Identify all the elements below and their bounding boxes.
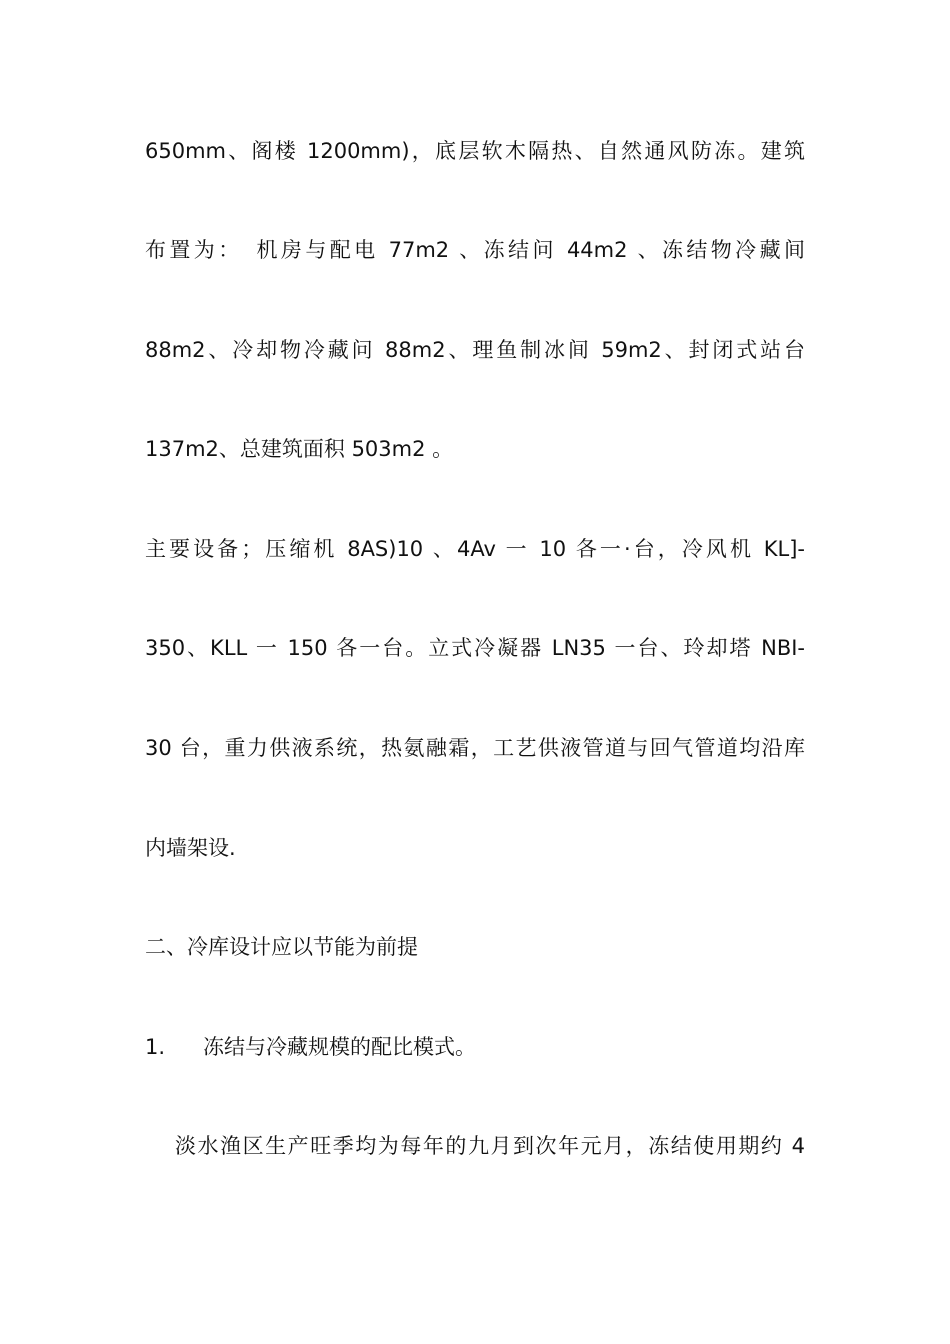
paragraph-line-5: 主要设备；压缩机 8AS)10 、4Av 一 10 各一·台，冷风机 KL]-	[145, 537, 805, 561]
paragraph-line-1: 650mm、阁楼 1200mm)，底层软木隔热、自然通风防冻。建筑	[145, 139, 805, 163]
item-number: 1.	[145, 1035, 166, 1059]
paragraph-line-2: 布置为： 机房与配电 77m2 、冻结问 44m2 、冻结物冷藏间	[145, 238, 805, 262]
paragraph-line-4: 137m2、总建筑面积 503m2 。	[145, 437, 454, 461]
paragraph-line-6: 350、KLL 一 150 各一台。立式冷凝器 LN35 一台、玲却塔 NBI-	[145, 636, 805, 660]
section-heading: 二、冷库设计应以节能为前提	[145, 935, 418, 959]
item-text: 冻结与冷藏规模的配比模式。	[203, 1035, 476, 1059]
numbered-item	[145, 1032, 805, 1062]
paragraph-line-3: 88m2、冷却物冷藏问 88m2、理鱼制冰间 59m2、封闭式站台	[145, 338, 805, 362]
paragraph-line-8: 内墙架设.	[145, 836, 236, 860]
paragraph-last-line: 淡水渔区生产旺季均为每年的九月到次年元月，冻结使用期约 4	[175, 1134, 805, 1158]
paragraph-line-7: 30 台，重力供液系统，热氨融霜，工艺供液管道与回气管道均沿库	[145, 736, 805, 760]
